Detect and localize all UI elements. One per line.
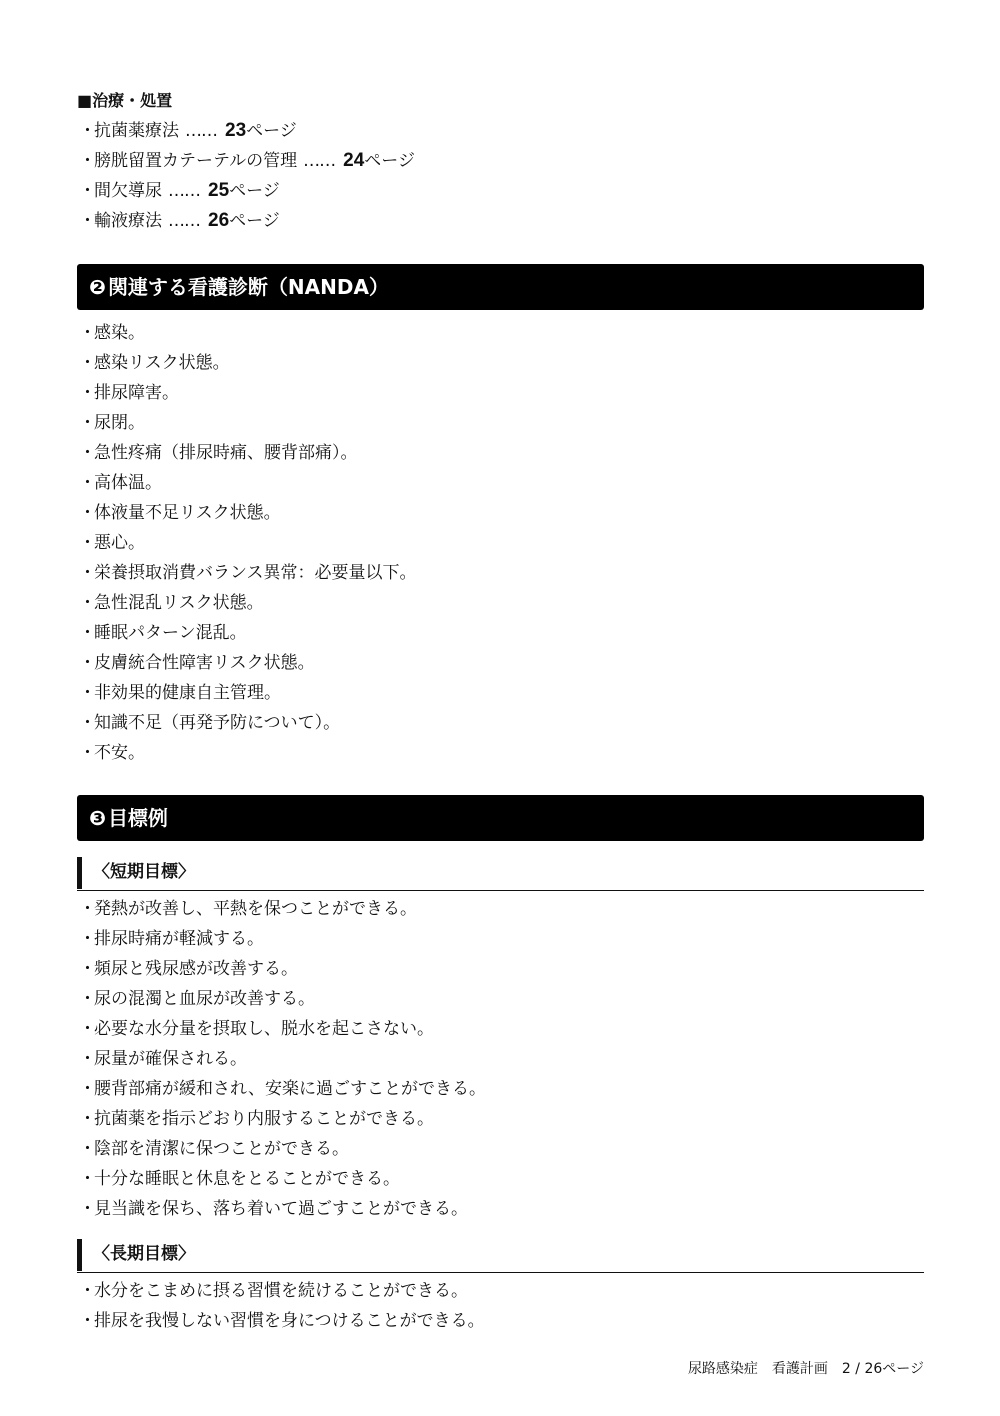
list-item xyxy=(77,146,415,176)
item-text: 不安。 xyxy=(94,743,145,763)
item-text: 尿閉。 xyxy=(94,413,145,433)
treatment-list xyxy=(77,116,415,236)
bullet: ・ xyxy=(79,413,96,433)
page-reference-suffix: ページ xyxy=(229,211,280,231)
bullet: ・ xyxy=(79,443,96,463)
bullet: ・ xyxy=(79,533,96,553)
list-item xyxy=(77,348,417,378)
nursing-diagnosis-list xyxy=(77,318,417,768)
heading-marker xyxy=(77,1239,82,1271)
bullet: ・ xyxy=(79,1169,96,1189)
list-item xyxy=(77,438,417,468)
long-term-goals-list xyxy=(77,1276,485,1336)
list-item xyxy=(77,708,417,738)
page-reference-number: 23 xyxy=(225,120,247,141)
bullet: ・ xyxy=(79,503,96,523)
list-item xyxy=(77,648,417,678)
list-item xyxy=(77,924,486,954)
heading-marker xyxy=(77,857,82,889)
item-text: 排尿障害。 xyxy=(94,383,179,403)
leader-dots: …… xyxy=(168,211,200,231)
bullet: ・ xyxy=(79,1049,96,1069)
short-term-goals-heading xyxy=(77,855,924,891)
item-text: 陰部を清潔に保つことができる。 xyxy=(94,1139,349,1159)
bullet: ・ xyxy=(79,959,96,979)
list-item xyxy=(77,738,417,768)
item-text: 抗菌薬療法 xyxy=(94,121,179,141)
long-term-goals-label: 〈長期目標〉 xyxy=(93,1244,195,1264)
bullet: ・ xyxy=(79,121,96,141)
list-item xyxy=(77,206,415,236)
leader-dots: …… xyxy=(185,121,217,141)
item-text: 急性疼痛（排尿時痛、腰背部痛）。 xyxy=(94,443,358,463)
item-text: 膀胱留置カテーテルの管理 xyxy=(94,151,298,171)
item-text: 輸液療法 xyxy=(94,211,162,231)
long-term-goals-heading xyxy=(77,1237,924,1273)
list-item xyxy=(77,984,486,1014)
item-text: 尿量が確保される。 xyxy=(94,1049,247,1069)
list-item xyxy=(77,1104,486,1134)
item-text: 排尿時痛が軽減する。 xyxy=(94,929,264,949)
bullet: ・ xyxy=(79,743,96,763)
section-title: 関連する看護診断（NANDA） xyxy=(107,275,389,299)
section-heading-nursing-diagnosis xyxy=(77,264,924,310)
bullet: ・ xyxy=(79,211,96,231)
list-item xyxy=(77,1074,486,1104)
list-item xyxy=(77,318,417,348)
bullet: ・ xyxy=(79,1139,96,1159)
item-text: 排尿を我慢しない習慣を身につけることができる。 xyxy=(94,1311,485,1331)
list-item xyxy=(77,528,417,558)
bullet: ・ xyxy=(79,1109,96,1129)
bullet: ・ xyxy=(79,683,96,703)
item-text: 非効果的健康自主管理。 xyxy=(94,683,281,703)
bullet: ・ xyxy=(79,1199,96,1219)
item-text: 体液量不足リスク状態。 xyxy=(94,503,281,523)
list-item xyxy=(77,954,486,984)
list-item xyxy=(77,116,415,146)
short-term-goals-list xyxy=(77,894,486,1224)
bullet: ・ xyxy=(79,929,96,949)
item-text: 悪心。 xyxy=(94,533,145,553)
bullet: ・ xyxy=(79,989,96,1009)
list-item xyxy=(77,1014,486,1044)
item-text: 高体温。 xyxy=(94,473,162,493)
item-text: 間欠導尿 xyxy=(94,181,162,201)
page-reference-suffix: ページ xyxy=(246,121,297,141)
item-text: 必要な水分量を摂取し、脱水を起こさない。 xyxy=(94,1019,434,1039)
bullet: ・ xyxy=(79,899,96,919)
list-item xyxy=(77,498,417,528)
page-reference-suffix: ページ xyxy=(364,151,415,171)
page-reference-number: 24 xyxy=(343,150,365,171)
item-text: 急性混乱リスク状態。 xyxy=(94,593,264,613)
section-heading-goals xyxy=(77,795,924,841)
bullet: ・ xyxy=(79,713,96,733)
bullet: ・ xyxy=(79,1281,96,1301)
bullet: ・ xyxy=(79,473,96,493)
item-text: 感染。 xyxy=(94,323,145,343)
list-item xyxy=(77,1044,486,1074)
item-text: 抗菌薬を指示どおり内服することができる。 xyxy=(94,1109,434,1129)
item-text: 感染リスク状態。 xyxy=(94,353,230,373)
bullet: ・ xyxy=(79,623,96,643)
list-item xyxy=(77,618,417,648)
list-item xyxy=(77,176,415,206)
list-item xyxy=(77,1306,485,1336)
bullet: ・ xyxy=(79,593,96,613)
list-item xyxy=(77,588,417,618)
item-text: 水分をこまめに摂る習慣を続けることができる。 xyxy=(94,1281,468,1301)
bullet: ・ xyxy=(79,1019,96,1039)
treatment-heading: ■治療・処置 xyxy=(77,91,173,110)
item-text: 十分な睡眠と休息をとることができる。 xyxy=(94,1169,400,1189)
page-footer: 尿路感染症 看護計画 2 / 26ページ xyxy=(687,1361,924,1377)
list-item xyxy=(77,1134,486,1164)
page-reference-number: 25 xyxy=(208,180,230,201)
item-text: 頻尿と残尿感が改善する。 xyxy=(94,959,298,979)
list-item xyxy=(77,378,417,408)
bullet: ・ xyxy=(79,383,96,403)
list-item xyxy=(77,1194,486,1224)
item-text: 尿の混濁と血尿が改善する。 xyxy=(94,989,315,1009)
item-text: 睡眠パターン混乱。 xyxy=(94,623,247,643)
list-item xyxy=(77,558,417,588)
item-text: 見当識を保ち、落ち着いて過ごすことができる。 xyxy=(94,1199,468,1219)
page-reference-number: 26 xyxy=(208,210,230,231)
list-item xyxy=(77,1164,486,1194)
item-text: 腰背部痛が緩和され、安楽に過ごすことができる。 xyxy=(94,1079,487,1099)
item-text: 知識不足（再発予防について）。 xyxy=(94,713,341,733)
leader-dots: …… xyxy=(303,151,336,171)
leader-dots: …… xyxy=(168,181,200,201)
bullet: ・ xyxy=(79,151,96,171)
bullet: ・ xyxy=(79,563,96,583)
list-item xyxy=(77,468,417,498)
bullet: ・ xyxy=(79,323,96,343)
bullet: ・ xyxy=(79,653,96,673)
section-number: ❸ xyxy=(89,806,106,830)
item-text: 発熱が改善し、平熱を保つことができる。 xyxy=(94,899,417,919)
list-item xyxy=(77,408,417,438)
list-item xyxy=(77,678,417,708)
bullet: ・ xyxy=(79,1079,96,1099)
item-text: 栄養摂取消費バランス異常：必要量以下。 xyxy=(94,563,417,583)
list-item xyxy=(77,894,486,924)
section-title: 目標例 xyxy=(107,806,168,830)
bullet: ・ xyxy=(79,353,96,373)
item-text: 皮膚統合性障害リスク状態。 xyxy=(94,653,315,673)
list-item xyxy=(77,1276,485,1306)
section-number: ❷ xyxy=(89,275,106,299)
page-reference-suffix: ページ xyxy=(229,181,280,201)
bullet: ・ xyxy=(79,181,96,201)
bullet: ・ xyxy=(79,1311,96,1331)
short-term-goals-label: 〈短期目標〉 xyxy=(93,862,195,882)
